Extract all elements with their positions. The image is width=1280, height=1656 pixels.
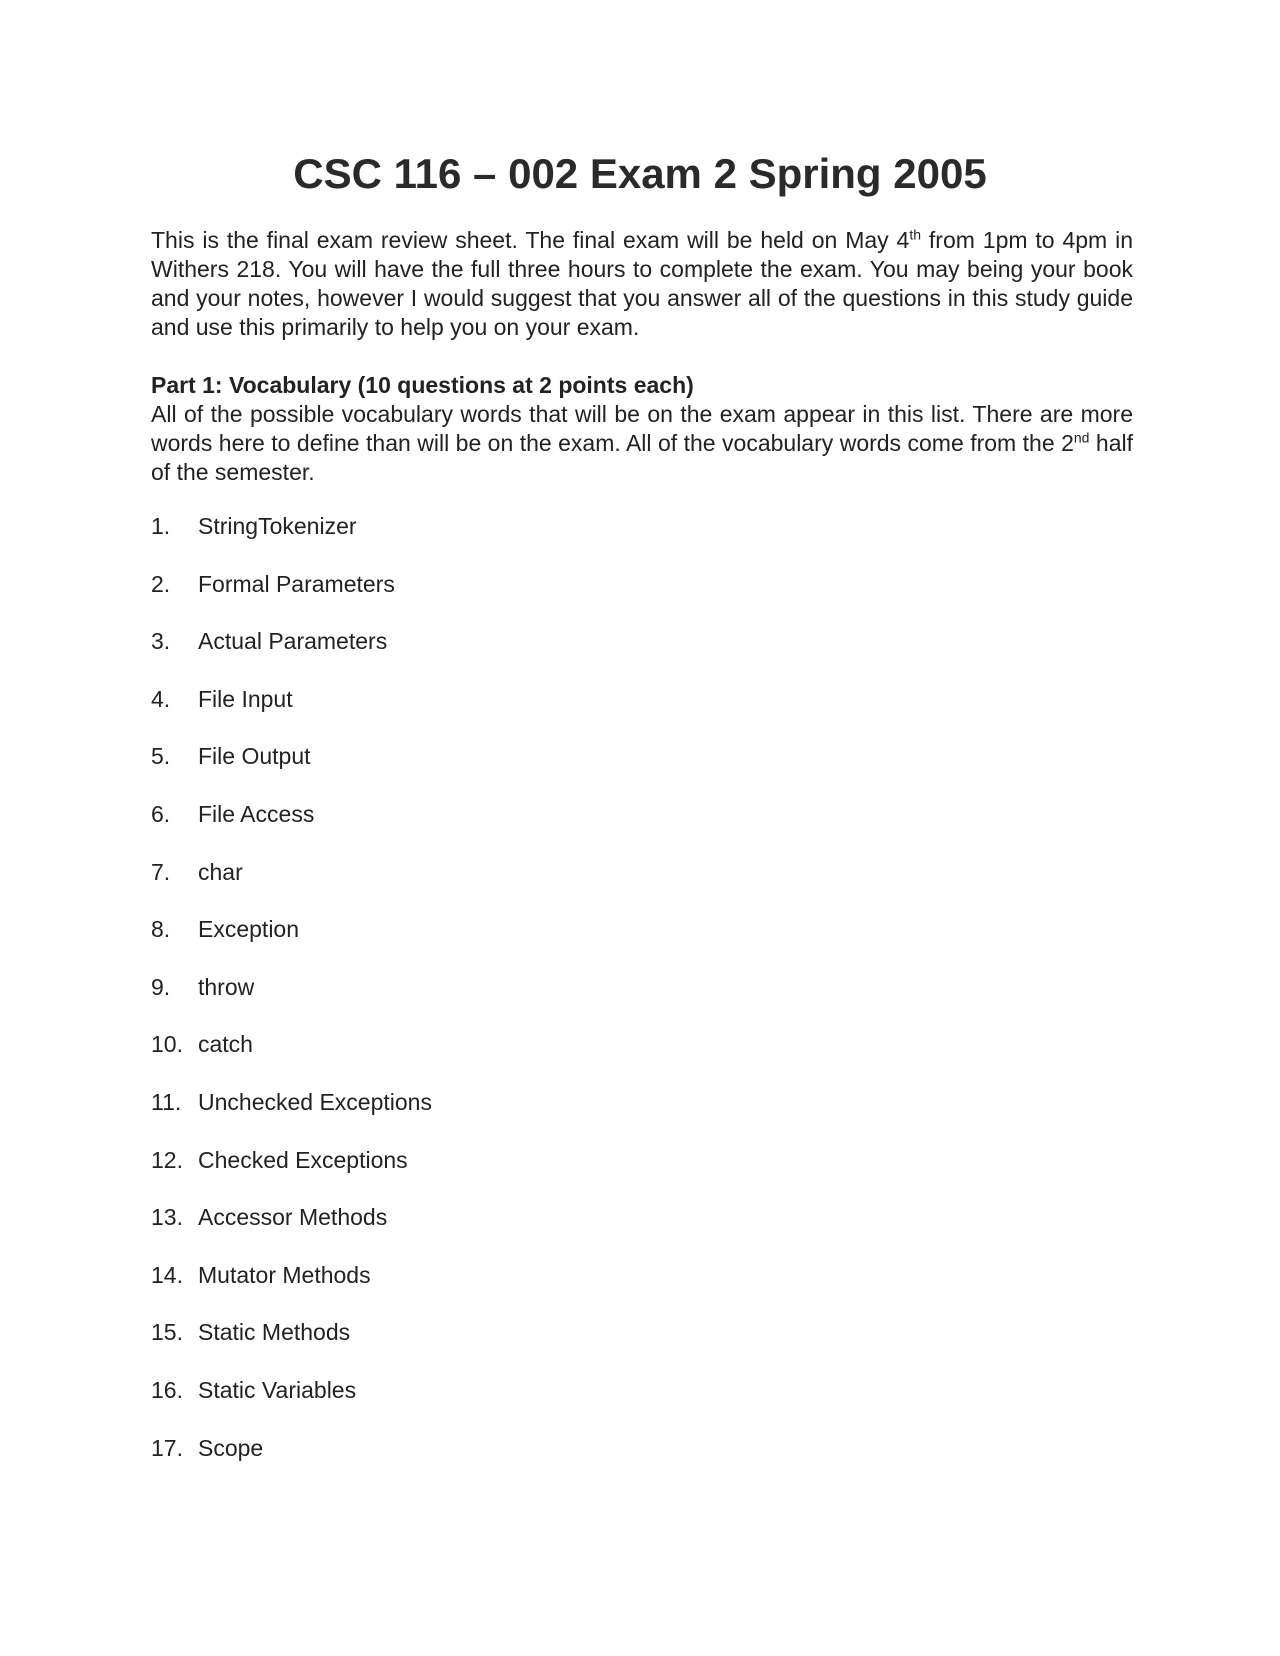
part1-heading: Part 1: Vocabulary (10 questions at 2 points each) (151, 372, 694, 398)
vocab-number: 11. (151, 1088, 182, 1115)
vocab-number: 6. (151, 800, 171, 827)
vocab-number: 10. (151, 1031, 183, 1058)
vocab-term: File Input (198, 685, 293, 712)
vocab-item (151, 627, 432, 685)
part1-description (151, 400, 1133, 487)
vocab-term: Actual Parameters (198, 628, 388, 655)
vocab-term: Exception (198, 916, 300, 943)
vocab-item (151, 685, 432, 743)
vocab-item (151, 570, 432, 628)
vocab-term: Static Methods (198, 1319, 351, 1346)
vocab-term: Formal Parameters (198, 570, 395, 597)
vocab-number: 9. (151, 973, 171, 1000)
vocab-number: 17. (151, 1434, 183, 1461)
intro-paragraph (151, 226, 1133, 342)
vocab-term: Accessor Methods (198, 1204, 388, 1231)
vocab-number: 13. (151, 1204, 183, 1231)
vocab-item (151, 1030, 432, 1088)
part1-desc-start: All of the possible vocabulary words that will be on the exam appear in this list. There are more words here to define than will be on the exam. All of the vocabulary words come from the 2 (151, 401, 1133, 456)
vocab-item (151, 1088, 432, 1146)
vocab-number: 14. (151, 1261, 183, 1288)
vocab-term: StringTokenizer (198, 513, 357, 539)
part1-desc-superscript: nd (1073, 429, 1090, 446)
vocab-item (151, 1146, 432, 1204)
vocab-term: char (198, 858, 243, 885)
vocab-item (151, 1376, 432, 1434)
vocab-term: catch (198, 1031, 253, 1058)
vocab-term: Scope (198, 1434, 264, 1461)
vocab-number: 1. (151, 513, 171, 539)
vocab-term: File Output (198, 743, 311, 770)
intro-text-end: from 1pm to 4pm in Withers 218. You will have the full three hours to complete the exam. You may being your book and your notes, however I would suggest that you answer all of the questions in this study guide and use this primarily to help you on your exam. (151, 227, 1133, 340)
vocab-item (151, 1318, 432, 1376)
vocab-term: Mutator Methods (198, 1261, 371, 1288)
vocab-item (151, 512, 432, 570)
intro-superscript: th (909, 226, 922, 243)
vocab-number: 3. (151, 628, 171, 655)
vocab-number: 5. (151, 743, 171, 770)
vocab-term: throw (198, 973, 255, 1000)
page-title: CSC 116 – 002 Exam 2 Spring 2005 (293, 150, 987, 197)
vocab-item (151, 1434, 432, 1492)
vocab-item (151, 1203, 432, 1261)
vocab-item (151, 800, 432, 858)
vocab-number: 15. (151, 1319, 183, 1346)
vocab-item (151, 915, 432, 973)
vocab-term: Static Variables (198, 1376, 357, 1403)
vocab-item (151, 1261, 432, 1319)
vocabulary-list (151, 512, 432, 1491)
part1-desc-end: half of the semester. (151, 430, 1133, 485)
vocab-number: 16. (151, 1376, 183, 1403)
vocab-term: File Access (198, 800, 315, 827)
vocab-number: 2. (151, 570, 171, 597)
vocab-number: 7. (151, 858, 171, 885)
intro-text-start: This is the final exam review sheet. The final exam will be held on May 4 (151, 227, 910, 253)
vocab-item (151, 973, 432, 1031)
vocab-number: 4. (151, 685, 171, 712)
vocab-item (151, 858, 432, 916)
vocab-number: 8. (151, 916, 171, 943)
vocab-number: 12. (151, 1146, 183, 1173)
vocab-term: Checked Exceptions (198, 1146, 408, 1173)
vocab-term: Unchecked Exceptions (198, 1088, 432, 1115)
vocab-item (151, 742, 432, 800)
